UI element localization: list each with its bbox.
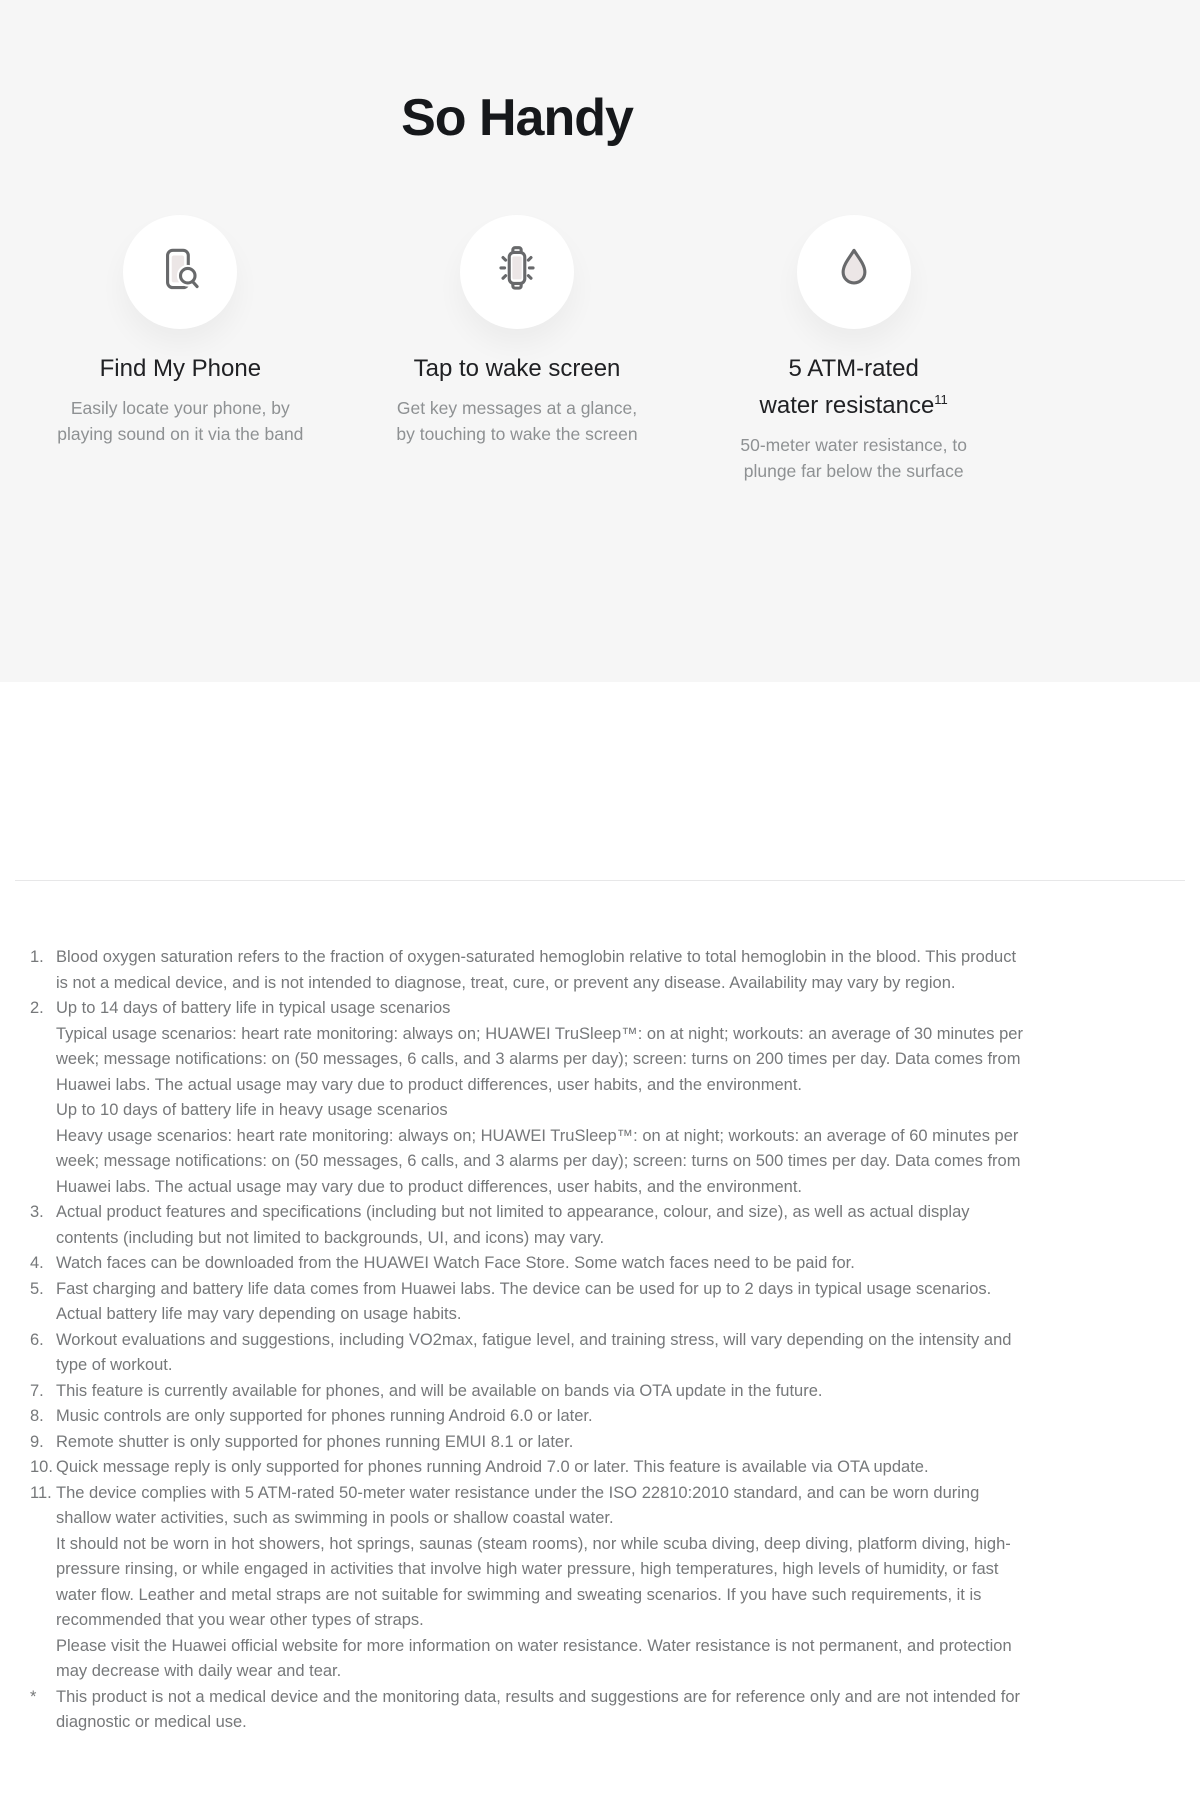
footnote-text: Actual product features and specifications (including but not limited to appearance, colour, and size), as well as actual display contents (including but not limited to backgrounds, UI, and icons) may vary.: [56, 1203, 970, 1247]
footnote-text: This feature is currently available for phones, and will be available on bands via OTA update in the future.: [56, 1381, 823, 1400]
icon-circle: [460, 215, 574, 329]
footnote-item: [30, 1685, 1030, 1736]
footnote-item: [30, 1328, 1030, 1379]
icon-circle: [123, 215, 237, 329]
section-divider: [15, 880, 1185, 881]
footnote-text: Workout evaluations and suggestions, including VO2max, fatigue level, and training stress, will vary depending on the intensity and type of workout.: [56, 1330, 1012, 1374]
footnote-item: [30, 945, 1030, 996]
feature-row: [12, 215, 1022, 484]
footnote-marker: 4.: [30, 1254, 44, 1272]
footnote-marker: 10.: [30, 1458, 53, 1476]
footnote-item: [30, 1404, 1030, 1430]
footnote-item: [30, 1251, 1030, 1277]
feature-title: Find My Phone: [99, 355, 262, 383]
footnote-text: This product is not a medical device and the monitoring data, results and suggestions are for reference only and are not intended for diagnostic or medical use.: [56, 1687, 1020, 1731]
feature-title: Tap to wake screen: [413, 355, 621, 383]
footnote-item: [30, 1379, 1030, 1405]
footnote-item: [30, 1430, 1030, 1456]
footnote-item: [30, 1481, 1030, 1685]
footnote-marker: 3.: [30, 1203, 44, 1221]
footnote-marker: 8.: [30, 1407, 44, 1425]
feature-description: 50-meter water resistance, to plunge far below the surface: [740, 435, 967, 482]
footnote-text: Quick message reply is only supported for phones running Android 7.0 or later. This feature is available via OTA update.: [56, 1458, 929, 1476]
footnote-text: Remote shutter is only supported for phones running EMUI 8.1 or later.: [56, 1432, 574, 1451]
icon-circle: [797, 215, 911, 329]
footnote-item: [30, 1455, 1030, 1481]
footnote-marker: 9.: [30, 1432, 44, 1451]
footnote-marker: 7.: [30, 1381, 44, 1400]
footnote-reference: 11: [934, 392, 948, 408]
footnote-marker: 1.: [30, 948, 44, 966]
feature-card-water-resistance: [685, 215, 1022, 484]
feature-description: Get key messages at a glance, by touching to wake the screen: [396, 398, 638, 445]
footnote-text: Fast charging and battery life data comes from Huawei labs. The device can be used for up to 2 days in typical usage scenarios. Actual battery life may vary depending on usage habits.: [56, 1279, 992, 1323]
footnote-text: Watch faces can be downloaded from the HUAWEI Watch Face Store. Some watch faces need to be paid for.: [56, 1254, 855, 1272]
footnote-marker: 6.: [30, 1330, 44, 1349]
footnote-marker: 11.: [30, 1483, 52, 1502]
footnote-marker: *: [30, 1687, 37, 1706]
footnote-marker: 2.: [30, 999, 44, 1017]
water-drop-icon: [825, 241, 883, 304]
footnote-text: Blood oxygen saturation refers to the fraction of oxygen-saturated hemoglobin relative to total hemoglobin in the blood. This product is not a medical device, and is not intended to diagnose, treat, cure, or prevent any disease. Availability may vary by region.: [56, 948, 1017, 992]
find-phone-icon: [151, 241, 209, 304]
footnote-text: Music controls are only supported for phones running Android 6.0 or later.: [56, 1407, 593, 1425]
footnote-text: The device complies with 5 ATM-rated 50-meter water resistance under the ISO 22810:2010 standard, and can be worn during shallow water activities, such as swimming in pools or shallow coastal water. It should not be worn in hot showers, hot springs, saunas (steam rooms), nor while scuba diving, deep diving, platform diving, high-pressure rinsing, or while engaged in activities that involve high water pressure, high temperatures, high levels of humidity, or fast water flow. Leather and metal straps are not suitable for swimming and sweating scenarios. If you have such requirements, it is recommended that you wear other types of straps. Please visit the Huawei official website for more information on water resistance. Water resistance is not permanent, and protection may decrease with daily wear and tear.: [56, 1483, 1012, 1680]
page-title: So Handy: [401, 89, 633, 147]
footnote-item: [30, 1277, 1030, 1328]
hero-section: [0, 0, 1200, 682]
footnote-item: [30, 1200, 1030, 1251]
footnote-marker: 5.: [30, 1279, 44, 1298]
feature-title: 5 ATM-rated water resistance$^{11}$: [759, 355, 948, 420]
tap-to-wake-icon: [488, 241, 546, 304]
feature-card-find-my-phone: [12, 215, 349, 484]
footnote-text: Up to 14 days of battery life in typical usage scenarios Typical usage scenarios: heart rate monitoring: always on; HUAWEI TruSleep™: on at night; workouts: an average of 30 minutes per week; message notifications: on (50 messages, 6 calls, and 3 alarms per day); screen: turns on 200 times per day. Data comes from Huawei labs. The actual usage may vary due to product differences, user habits, and the environment. Up to 10 days of battery life in heavy usage scenarios Heavy usage scenarios: heart rate monitoring: always on; HUAWEI TruSleep™: on at night; workouts: an average of 60 minutes per week; message notifications: on (50 messages, 6 calls, and 3 alarms per day); screen: turns on 500 times per day. Data comes from Huawei labs. The actual usage may vary due to product differences, user habits, and the environment.: [56, 999, 1023, 1196]
feature-description: Easily locate your phone, by playing sound on it via the band: [57, 398, 304, 445]
feature-card-tap-to-wake: [349, 215, 686, 484]
footnotes-list: [30, 945, 1030, 1736]
footnote-item: [30, 996, 1030, 1200]
